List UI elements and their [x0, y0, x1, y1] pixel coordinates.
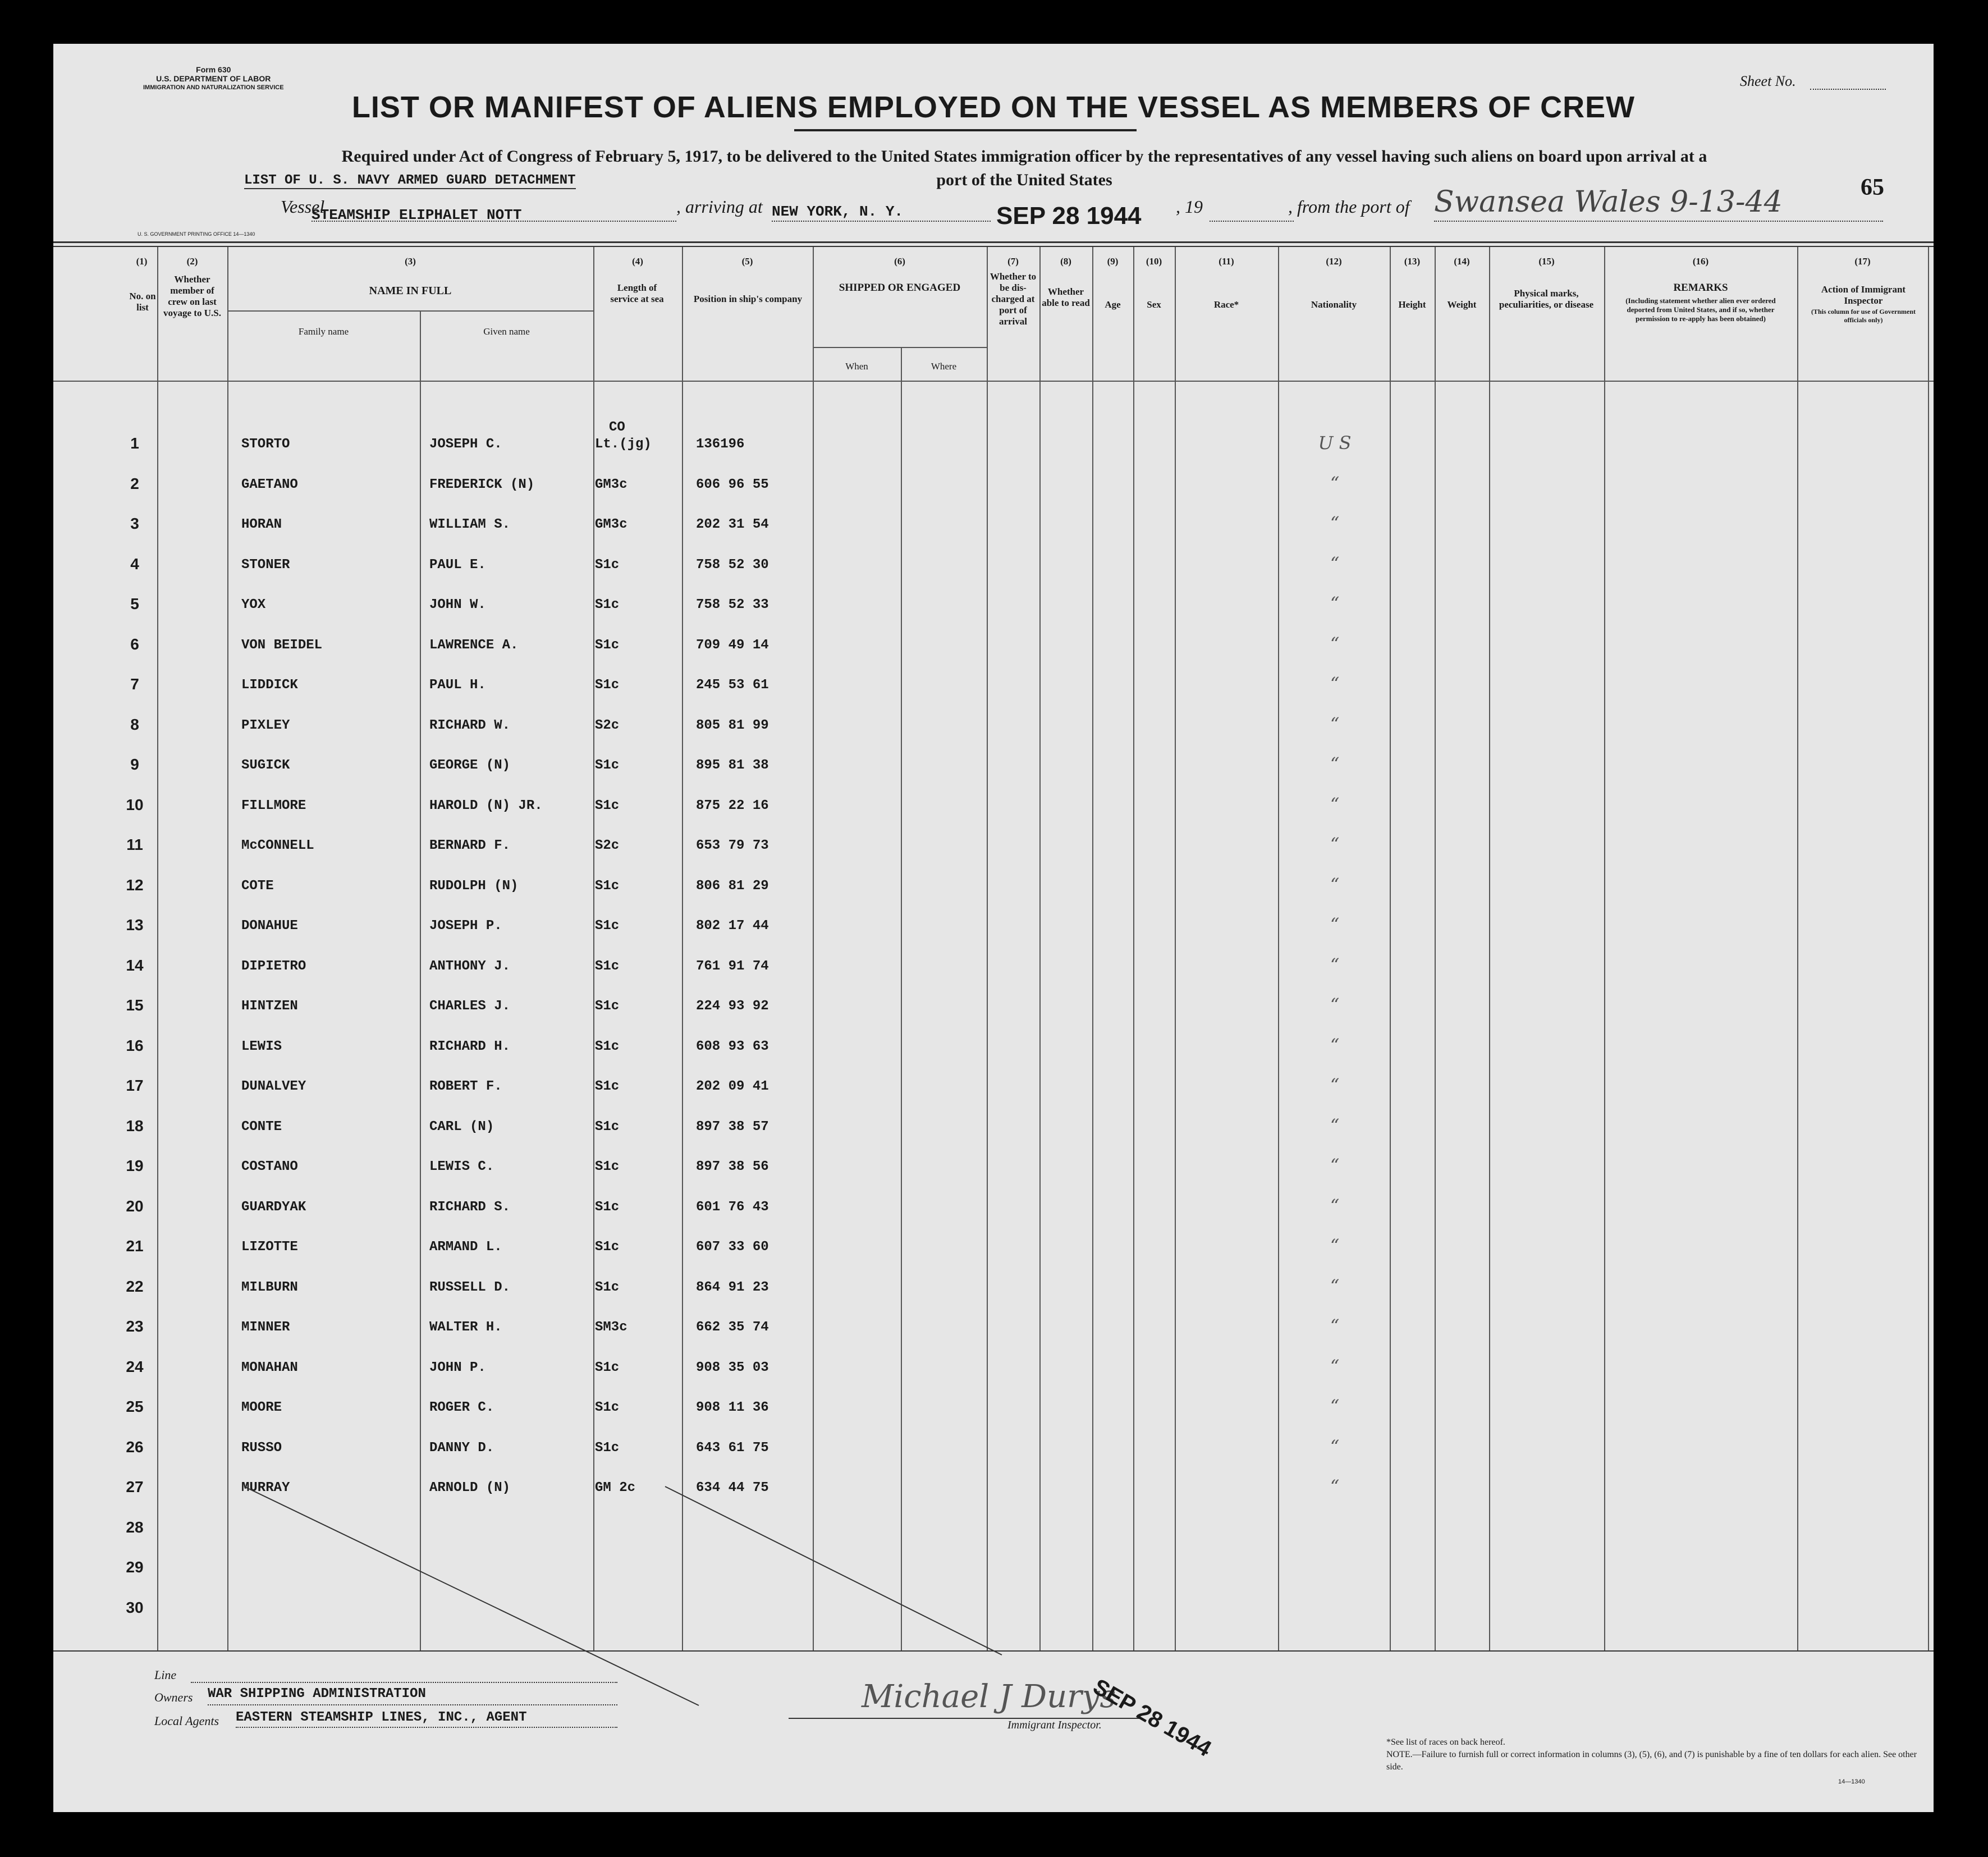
row-number: 11: [126, 836, 143, 853]
arrival-date-stamp: SEP 28 1944: [996, 202, 1142, 230]
service-name: IMMIGRATION AND NATURALIZATION SERVICE: [143, 84, 284, 91]
rating-cell: S1c: [595, 918, 620, 934]
family-name-cell: COSTANO: [241, 1159, 298, 1174]
line-label: Line: [154, 1668, 177, 1682]
row-number: 17: [126, 1077, 144, 1094]
row-number: 13: [126, 916, 144, 934]
nationality-cell: “: [1330, 914, 1340, 935]
department-name: U.S. DEPARTMENT OF LABOR: [156, 74, 271, 83]
service-number-cell: 653 79 73: [696, 838, 769, 853]
given-name-cell: WILLIAM S.: [429, 517, 511, 532]
nationality-cell: “: [1330, 593, 1340, 614]
arriving-label: , arriving at: [676, 196, 763, 217]
rating-cell: GM 2c: [595, 1480, 636, 1495]
service-number-cell: 895 81 38: [696, 758, 769, 773]
row-number: 16: [126, 1037, 144, 1054]
footnote-block: [1386, 1736, 1925, 1773]
given-name-cell: GEORGE (N): [429, 758, 511, 773]
given-name-cell: ARNOLD (N): [429, 1480, 511, 1495]
header-where: Where: [931, 361, 957, 372]
row-number: 10: [126, 796, 144, 813]
header-remarks-sub: (Including statement whether alien ever ordered deported from United States, and if so, whether permission to re-apply has been obtained): [1625, 296, 1776, 323]
family-name-cell: GAETANO: [241, 477, 298, 492]
column-number: (12): [1326, 256, 1342, 267]
header-action-sub: (This column for use of Government officials only): [1811, 308, 1916, 324]
service-number-cell: 875 22 16: [696, 798, 769, 813]
given-name-cell: ROBERT F.: [429, 1079, 502, 1094]
service-number-cell: 606 96 55: [696, 477, 769, 492]
nationality-cell: “: [1330, 633, 1340, 655]
column-number: (15): [1538, 256, 1555, 267]
row-number: 23: [126, 1318, 144, 1335]
rating-cell: S1c: [595, 1079, 620, 1094]
arriving-port: NEW YORK, N. Y.: [772, 203, 904, 220]
header-sex: Sex: [1147, 299, 1161, 310]
nationality-cell: “: [1330, 1476, 1340, 1497]
nationality-cell: “: [1330, 794, 1340, 815]
form-number: Form 630: [196, 65, 231, 74]
family-name-cell: DONAHUE: [241, 918, 298, 934]
header-family-name: Family name: [298, 326, 349, 337]
form-code: 14—1340: [1838, 1778, 1865, 1785]
nationality-cell: “: [1330, 1115, 1340, 1136]
given-name-cell: RICHARD H.: [429, 1039, 511, 1054]
header-nationality: Nationality: [1311, 299, 1357, 310]
family-name-cell: LIDDICK: [241, 678, 298, 693]
service-number-cell: 802 17 44: [696, 918, 769, 934]
row-number: 30: [126, 1599, 144, 1616]
column-number: (14): [1454, 256, 1470, 267]
nationality-cell: “: [1330, 1315, 1340, 1337]
service-number-cell: 607 33 60: [696, 1239, 769, 1255]
document-title: LIST OR MANIFEST OF ALIENS EMPLOYED ON THE VESSEL AS MEMBERS OF CREW: [351, 90, 1636, 124]
given-name-cell: WALTER H.: [429, 1320, 502, 1335]
header-shipped-engaged: SHIPPED OR ENGAGED: [839, 282, 961, 294]
given-name-cell: PAUL E.: [429, 557, 486, 573]
given-name-cell: ROGER C.: [429, 1400, 494, 1415]
row-number: 27: [126, 1478, 144, 1495]
rating-cell: S1c: [595, 758, 620, 773]
rating-cell: S1c: [595, 798, 620, 813]
service-number-cell: 643 61 75: [696, 1440, 769, 1456]
row-number: 3: [130, 515, 139, 532]
nationality-cell: “: [1330, 713, 1340, 735]
header-whether-member: Whether member of crew on last voyage to U.S.: [163, 274, 221, 318]
header-discharged: Whether to be dis-charged at port of arrival: [990, 271, 1037, 327]
row-number: 5: [130, 595, 139, 612]
from-port-label: , from the port of: [1288, 196, 1410, 217]
header-action: Action of Immigrant Inspector: [1821, 284, 1906, 306]
rating-cell: S1c: [595, 638, 620, 653]
service-number-cell: 864 91 23: [696, 1280, 769, 1295]
nationality-cell: “: [1330, 1155, 1340, 1176]
given-name-cell: RUDOLPH (N): [429, 879, 519, 894]
header-length-service: Length of service at sea: [610, 282, 664, 304]
given-name-cell: CARL (N): [429, 1119, 494, 1135]
requirement-line-2: port of the United States: [936, 171, 1112, 189]
nationality-cell: “: [1330, 874, 1340, 895]
given-name-cell: PAUL H.: [429, 678, 486, 693]
family-name-cell: STONER: [241, 557, 290, 573]
column-number: (10): [1146, 256, 1162, 267]
nationality-cell: “: [1330, 513, 1340, 534]
row-number: 29: [126, 1558, 144, 1576]
row-number: 4: [130, 555, 139, 573]
service-number-cell: 202 31 54: [696, 517, 769, 532]
family-name-cell: LEWIS: [241, 1039, 282, 1054]
rating-cell: SM3c: [595, 1320, 627, 1335]
rating-cell: S1c: [595, 959, 620, 974]
service-number-cell: 758 52 33: [696, 597, 769, 612]
nationality-cell: “: [1330, 473, 1340, 494]
row-number: 25: [126, 1398, 144, 1415]
column-number: (17): [1854, 256, 1871, 267]
given-name-cell: LEWIS C.: [429, 1159, 494, 1174]
rating-cell: S2c: [595, 838, 620, 853]
service-number-cell: 601 76 43: [696, 1200, 769, 1215]
header-height: Height: [1398, 299, 1426, 310]
family-name-cell: STORTO: [241, 437, 290, 452]
given-name-cell: JOHN W.: [429, 597, 486, 612]
service-number-cell: 758 52 30: [696, 557, 769, 573]
vessel-name: STEAMSHIP ELIPHALET NOTT: [312, 207, 522, 223]
row-number: 21: [126, 1237, 144, 1255]
rating-cell: S1c: [595, 597, 620, 612]
service-number-cell: 202 09 41: [696, 1079, 769, 1094]
rating-cell: S1c: [595, 1360, 620, 1375]
given-name-cell: JOSEPH P.: [429, 918, 502, 934]
family-name-cell: VON BEIDEL: [241, 638, 323, 653]
row-number: 24: [126, 1358, 144, 1375]
footnote-races: *See list of races on back hereof.: [1386, 1737, 1505, 1747]
row-number: 6: [130, 635, 139, 653]
rating-cell: S1c: [595, 1159, 620, 1174]
header-weight: Weight: [1447, 299, 1477, 310]
nationality-cell: U S: [1318, 432, 1352, 454]
family-name-cell: SUGICK: [241, 758, 290, 773]
row-number: 26: [126, 1438, 144, 1456]
local-agents-label: Local Agents: [154, 1714, 219, 1728]
family-name-cell: LIZOTTE: [241, 1239, 298, 1255]
given-name-cell: JOSEPH C.: [429, 437, 502, 452]
line-field[interactable]: [191, 1682, 617, 1683]
given-name-cell: HAROLD (N) JR.: [429, 798, 543, 813]
nationality-cell: “: [1330, 1436, 1340, 1457]
owners-value: WAR SHIPPING ADMINISTRATION: [208, 1686, 426, 1702]
family-name-cell: DIPIETRO: [241, 959, 306, 974]
column-number: (16): [1692, 256, 1709, 267]
nationality-cell: “: [1330, 1195, 1340, 1216]
given-name-cell: ARMAND L.: [429, 1239, 502, 1255]
column-number: (7): [1007, 256, 1019, 267]
row-number: 18: [126, 1117, 144, 1135]
service-number-cell: 634 44 75: [696, 1480, 769, 1495]
nationality-cell: “: [1330, 1235, 1340, 1256]
nationality-cell: “: [1330, 753, 1340, 775]
received-date-stamp: SEP 28 1944: [1088, 1674, 1216, 1762]
rating-note-cell: CO: [609, 420, 625, 435]
column-number: (4): [632, 256, 643, 267]
column-number: (11): [1219, 256, 1234, 267]
nationality-cell: “: [1330, 1035, 1340, 1056]
nationality-cell: “: [1330, 994, 1340, 1016]
row-number: 20: [126, 1197, 144, 1215]
header-when: When: [845, 361, 868, 372]
rating-cell: S1c: [595, 557, 620, 573]
footnote-penalty: NOTE.—Failure to furnish full or correct information in columns (3), (5), (6), and (7) is punishable by a fine of ten dollars for each alien. See other side.: [1386, 1750, 1917, 1772]
header-position: Position in ship's company: [693, 294, 803, 304]
family-name-cell: MOORE: [241, 1400, 282, 1415]
column-number: (13): [1404, 256, 1421, 267]
service-number-cell: 709 49 14: [696, 638, 769, 653]
family-name-cell: DUNALVEY: [241, 1079, 306, 1094]
family-name-cell: MURRAY: [241, 1480, 290, 1495]
rating-cell: S1c: [595, 1239, 620, 1255]
given-name-cell: CHARLES J.: [429, 999, 511, 1014]
row-number: 1: [130, 434, 139, 452]
family-name-cell: FILLMORE: [241, 798, 306, 813]
family-name-cell: CONTE: [241, 1119, 282, 1135]
given-name-cell: JOHN P.: [429, 1360, 486, 1375]
family-name-cell: MONAHAN: [241, 1360, 298, 1375]
service-number-cell: 245 53 61: [696, 678, 769, 693]
year-label: , 19: [1176, 196, 1203, 217]
column-number: (2): [186, 256, 198, 267]
column-number: (3): [405, 256, 416, 267]
rating-cell: S1c: [595, 1280, 620, 1295]
service-number-cell: 897 38 57: [696, 1119, 769, 1135]
nationality-cell: “: [1330, 1275, 1340, 1297]
list-of-label: LIST OF U. S. NAVY ARMED GUARD DETACHMENT: [244, 173, 576, 188]
rating-cell: S1c: [595, 678, 620, 693]
header-no-on-list: No. on list: [129, 291, 156, 313]
cancel-strike-lines: [53, 44, 1934, 1812]
header-race: Race*: [1213, 299, 1239, 310]
family-name-cell: HINTZEN: [241, 999, 298, 1014]
rating-cell: S2c: [595, 718, 620, 733]
family-name-cell: RUSSO: [241, 1440, 282, 1456]
header-remarks: REMARKS: [1673, 282, 1728, 294]
nationality-cell: “: [1330, 1074, 1340, 1096]
service-number-cell: 897 38 56: [696, 1159, 769, 1174]
nationality-cell: “: [1330, 954, 1340, 976]
row-number: 15: [126, 996, 144, 1014]
nationality-cell: “: [1330, 1356, 1340, 1377]
rating-cell: S1c: [595, 1200, 620, 1215]
rating-cell: S1c: [595, 1400, 620, 1415]
rating-cell: Lt.(jg): [595, 437, 652, 452]
rating-cell: S1c: [595, 879, 620, 894]
family-name-cell: MILBURN: [241, 1280, 298, 1295]
nationality-cell: “: [1330, 834, 1340, 855]
given-name-cell: RUSSELL D.: [429, 1280, 511, 1295]
given-name-cell: ANTHONY J.: [429, 959, 511, 974]
row-number: 14: [126, 957, 144, 974]
row-number: 2: [130, 475, 139, 492]
cancel-strike-line: [665, 1486, 1002, 1655]
page-number: 65: [1861, 175, 1884, 200]
sheet-number-label: Sheet No.: [1740, 73, 1796, 89]
given-name-cell: RICHARD W.: [429, 718, 511, 733]
service-number-cell: 224 93 92: [696, 999, 769, 1014]
service-number-cell: 908 35 03: [696, 1360, 769, 1375]
service-number-cell: 805 81 99: [696, 718, 769, 733]
service-number-cell: 136196: [696, 437, 745, 452]
column-number: (8): [1060, 256, 1071, 267]
rating-cell: S1c: [595, 1440, 620, 1456]
nationality-cell: “: [1330, 553, 1340, 574]
footer-rule: [53, 1650, 1934, 1652]
row-number: 7: [130, 675, 139, 693]
header-physical-marks: Physical marks, peculiarities, or disease: [1499, 288, 1594, 310]
service-number-cell: 806 81 29: [696, 879, 769, 894]
given-name-cell: RICHARD S.: [429, 1200, 511, 1215]
family-name-cell: PIXLEY: [241, 718, 290, 733]
family-name-cell: HORAN: [241, 517, 282, 532]
nationality-cell: “: [1330, 673, 1340, 694]
requirement-line-1: Required under Act of Congress of February 5, 1917, to be delivered to the United States immigration officer by the representatives of any vessel having such aliens on board upon arrival at a: [341, 147, 1707, 166]
owners-label: Owners: [154, 1690, 193, 1704]
header-name-in-full: NAME IN FULL: [369, 285, 452, 297]
given-name-cell: LAWRENCE A.: [429, 638, 519, 653]
cancel-strike-line: [244, 1486, 699, 1705]
given-name-cell: FREDERICK (N): [429, 477, 535, 492]
printer-note: U. S. GOVERNMENT PRINTING OFFICE 14—1340: [138, 231, 255, 237]
row-number: 8: [130, 716, 139, 733]
row-number: 22: [126, 1278, 144, 1295]
local-agents-value: EASTERN STEAMSHIP LINES, INC., AGENT: [236, 1710, 527, 1725]
from-port-handwritten: Swansea Wales 9-13-44: [1434, 185, 1783, 219]
column-number: (9): [1107, 256, 1119, 267]
owners-field[interactable]: [208, 1704, 617, 1705]
service-number-cell: 761 91 74: [696, 959, 769, 974]
rating-cell: GM3c: [595, 517, 627, 532]
family-name-cell: GUARDYAK: [241, 1200, 306, 1215]
header-age: Age: [1105, 299, 1121, 310]
column-number: (5): [741, 256, 753, 267]
manifest-sheet: [53, 44, 1934, 1812]
inspector-label: Immigrant Inspector.: [1007, 1719, 1102, 1731]
row-number: 19: [126, 1157, 144, 1174]
service-number-cell: 608 93 63: [696, 1039, 769, 1054]
service-number-cell: 908 11 36: [696, 1400, 769, 1415]
local-agents-field[interactable]: [236, 1727, 617, 1728]
row-number: 12: [126, 876, 144, 894]
given-name-cell: BERNARD F.: [429, 838, 511, 853]
rating-cell: S1c: [595, 1119, 620, 1135]
row-number: 28: [126, 1518, 144, 1536]
family-name-cell: McCONNELL: [241, 838, 314, 853]
rating-cell: S1c: [595, 999, 620, 1014]
rating-cell: GM3c: [595, 477, 627, 492]
row-number: 9: [130, 756, 139, 773]
inspector-signature: Michael J Durys: [862, 1678, 1116, 1715]
family-name-cell: COTE: [241, 879, 274, 894]
header-able-to-read: Whether able to read: [1042, 286, 1090, 308]
service-number-cell: 662 35 74: [696, 1320, 769, 1335]
rating-cell: S1c: [595, 1039, 620, 1054]
nationality-cell: “: [1330, 1396, 1340, 1417]
column-number: (1): [136, 256, 148, 267]
given-name-cell: DANNY D.: [429, 1440, 494, 1456]
column-number: (6): [894, 256, 905, 267]
family-name-cell: YOX: [241, 597, 266, 612]
header-given-name: Given name: [483, 326, 530, 337]
vessel-label: Vessel: [281, 196, 325, 217]
family-name-cell: MINNER: [241, 1320, 290, 1335]
